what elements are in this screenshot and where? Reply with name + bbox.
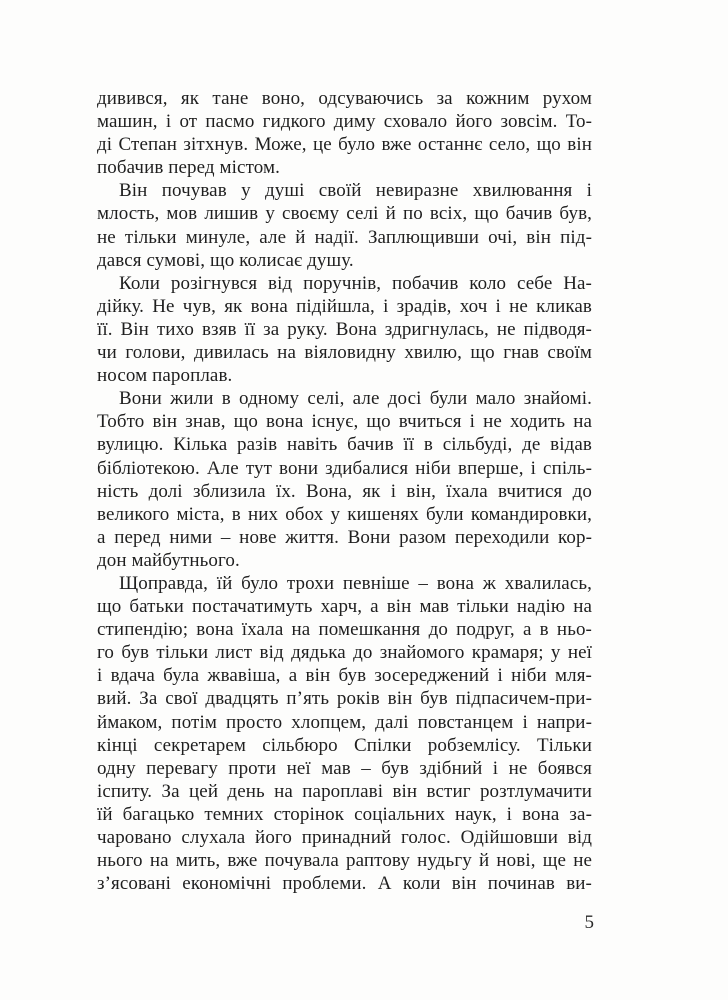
text-line: що батьки постачатимуть харч, а він мав тільки надію на [97,596,592,618]
text-line: дійку. Не чув, як вона підійшла, і зрадів, хоч і не кликав [97,295,592,317]
text-line: дався сумові, що колисає душу. [97,249,354,271]
text-line: вий. За свої двадцять п’ять років він був підпасичем-при- [97,688,592,710]
text-line: ді Степан зітхнув. Може, це було вже останнє село, що він [97,134,592,156]
text-line: кінці секретарем сільбюро Спілки робземлісу. Тільки [97,734,592,756]
text-line: побачив перед містом. [97,157,280,179]
text-line: чи голови, дивилась на віяловидну хвилю, що гнав своїм [97,342,592,364]
page-number: 5 [584,912,594,933]
text-line: стипендію; вона їхала на помешкання до подруг, а в ньо- [97,619,592,641]
text-line: млость, мов лишив у своєму селі й по всіх, що бачив був, [97,203,592,225]
text-line: Вони жили в одному селі, але досі були мало знайомі. [119,388,592,410]
text-line: Тобто він знав, що вона існує, що вчиться і не ходить на [97,411,592,433]
text-line: дон майбутнього. [97,549,240,571]
text-line: Він почував у душі своїй невиразне хвилювання і [119,180,592,202]
text-line: чаровано слухала його принадний голос. Одійшовши від [97,827,592,848]
text-line: не тільки минуле, але й надії. Заплющивши очі, він під- [97,226,592,248]
text-line: го був тільки лист від дядька до знайомого крамаря; у неї [97,642,592,664]
text-line: вулицю. Кілька разів навіть бачив її в сільбуді, де відав [97,434,592,456]
text-line: одну перевагу проти неї мав – був здібний і не боявся [97,757,592,779]
text-line: Коли розігнувся від поручнів, побачив коло себе На- [119,272,592,294]
text-line: машин, і от пасмо гидкого диму сховало його зовсім. То- [97,111,592,133]
text-line: ймаком, потім просто хлопцем, далі повстанцем і напри- [97,711,592,733]
text-line: і вдача була жвавіша, а він був зосереджений і ніби мля- [97,665,592,687]
text-block [97,87,592,895]
text-line: великого міста, в них обох у кишенях були командировки, [97,503,592,525]
paragraph [97,572,592,895]
text-line: її. Він тихо взяв її за руку. Вона здригнулась, не підводя- [97,318,592,340]
text-line: а перед ними – нове життя. Вони разом переходили кор- [97,526,592,548]
text-line: нього на мить, вже почувала раптову нудьгу й нові, ще не [97,850,592,872]
paragraph [97,87,592,179]
text-line: іспиту. За цей день на пароплаві він встиг розтлумачити [97,780,592,802]
text-line: дивився, як тане воно, одсуваючись за кожним рухом [97,88,592,109]
text-line: з’ясовані економічні проблеми. А коли він починав ви- [97,873,592,895]
paragraph [97,179,592,271]
paragraph [97,387,592,572]
text-line: їй багацько темних сторінок соціальних наук, і вона за- [97,803,592,825]
paragraph [97,272,592,387]
text-line: Щоправда, їй було трохи певніше – вона ж хвалилась, [119,572,592,594]
text-line: ність долі зблизила їх. Вона, як і він, їхала вчитися до [97,480,592,502]
text-line: бібліотекою. Але тут вони здибалися ніби вперше, і спіль- [97,457,592,479]
text-line: носом пароплав. [97,365,233,387]
